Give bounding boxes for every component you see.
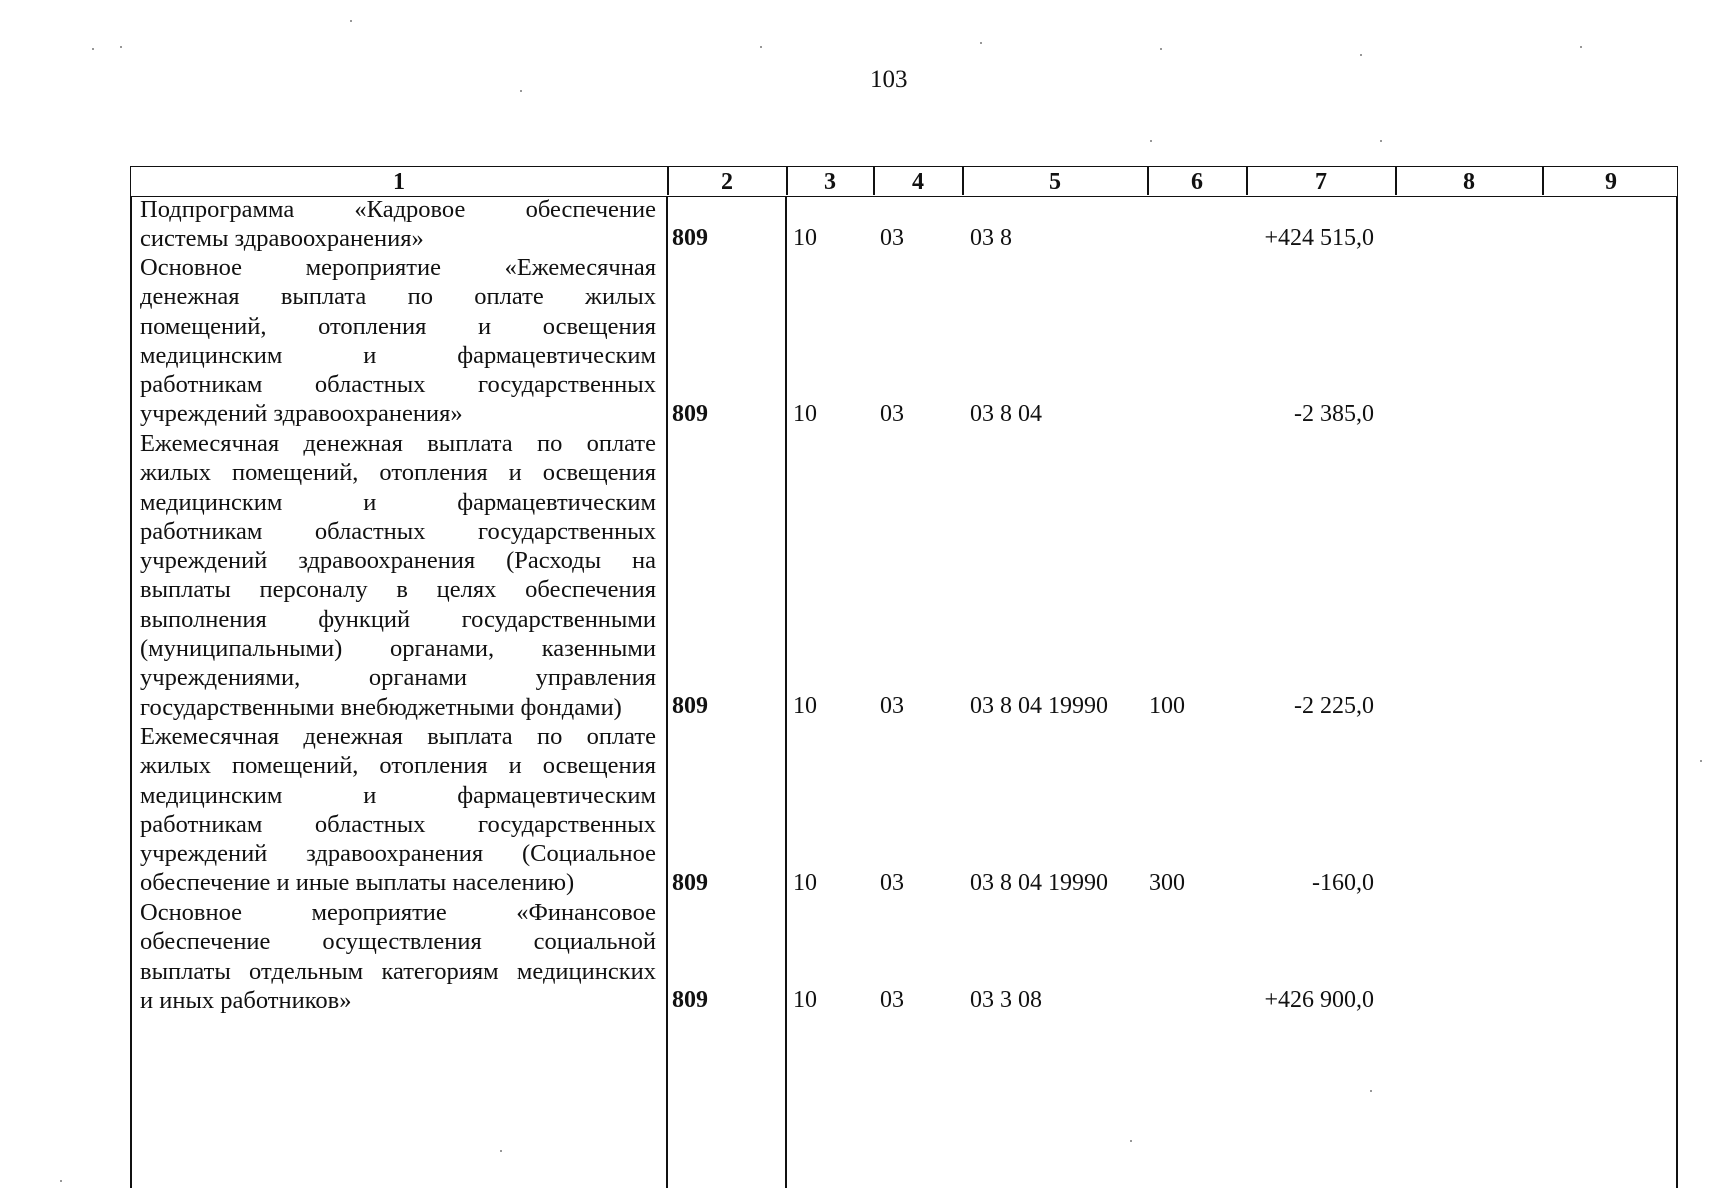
- row-3-col-2: 809: [672, 693, 708, 719]
- description-line: медицинским и фармацевтическим: [140, 781, 656, 809]
- description-line: медицинским и фармацевтическим: [140, 341, 656, 369]
- table-row-1-description: [140, 195, 656, 254]
- description-line: учреждений здравоохранения»: [140, 400, 463, 428]
- description-line: учреждений здравоохранения (Расходы на: [140, 547, 656, 575]
- row-4-col-2: 809: [672, 870, 708, 896]
- row-4-col-6: 300: [1149, 870, 1185, 896]
- scan-speck: [980, 42, 982, 44]
- scan-speck: [500, 1150, 502, 1152]
- description-line: государственными внебюджетными фондами): [140, 693, 622, 721]
- row-2-col-5: 03 8 04: [970, 401, 1042, 427]
- row-2-col-2: 809: [672, 401, 708, 427]
- description-line: Ежемесячная денежная выплата по оплате: [140, 723, 656, 750]
- row-4-col-4: 03: [880, 870, 904, 896]
- header-col-3: 3: [824, 169, 836, 195]
- row-1-col-2: 809: [672, 225, 708, 251]
- scan-speck: [520, 90, 522, 92]
- row-3-col-3: 10: [793, 693, 817, 719]
- description-line: Подпрограмма «Кадровое обеспечение: [140, 196, 656, 223]
- table-row-3-description: [140, 429, 656, 722]
- table-row-4-description: [140, 722, 656, 898]
- row-2-col-4: 03: [880, 401, 904, 427]
- table-left-border: [130, 196, 132, 1188]
- scan-speck: [1160, 48, 1162, 50]
- description-line: выполнения функций государственными: [140, 605, 656, 633]
- header-col-8: 8: [1463, 169, 1475, 195]
- scan-speck: [1360, 54, 1362, 56]
- scan-speck: [92, 48, 94, 50]
- row-3-col-4: 03: [880, 693, 904, 719]
- description-line: работникам областных государственных: [140, 371, 656, 399]
- description-line: и иных работников»: [140, 986, 352, 1014]
- header-col-2: 2: [721, 169, 733, 195]
- description-line: системы здравоохранения»: [140, 225, 424, 253]
- row-4-col-7: -160,0: [1312, 870, 1374, 896]
- row-2-col-7: -2 385,0: [1294, 401, 1374, 427]
- row-1-col-5: 03 8: [970, 225, 1012, 251]
- scan-speck: [120, 46, 122, 48]
- table-header-row: [130, 166, 1678, 197]
- header-col-5: 5: [1049, 169, 1061, 195]
- description-line: жилых помещений, отопления и освещения: [140, 752, 656, 780]
- row-5-col-4: 03: [880, 987, 904, 1013]
- description-line: помещений, отопления и освещения: [140, 312, 656, 340]
- header-col-9: 9: [1605, 169, 1617, 195]
- scan-speck: [1150, 140, 1152, 142]
- description-line: работникам областных государственных: [140, 517, 656, 545]
- row-1-col-7: +424 515,0: [1264, 225, 1374, 251]
- header-col-6: 6: [1191, 169, 1203, 195]
- description-line: работникам областных государственных: [140, 810, 656, 838]
- description-line: обеспечение и иные выплаты населению): [140, 869, 575, 897]
- description-line: обеспечение осуществления социальной: [140, 928, 656, 956]
- column-divider: [666, 196, 668, 1188]
- row-4-col-5: 03 8 04 19990: [970, 870, 1108, 896]
- description-line: выплаты персоналу в целях обеспечения: [140, 576, 656, 604]
- row-5-col-7: +426 900,0: [1264, 987, 1374, 1013]
- description-line: учреждениями, органами управления: [140, 664, 656, 692]
- row-4-col-3: 10: [793, 870, 817, 896]
- row-3-col-5: 03 8 04 19990: [970, 693, 1108, 719]
- page-number: 103: [870, 66, 908, 93]
- description-line: жилых помещений, отопления и освещения: [140, 459, 656, 487]
- table-right-border: [1676, 196, 1678, 1188]
- row-1-col-3: 10: [793, 225, 817, 251]
- scan-speck: [760, 46, 762, 48]
- description-line: учреждений здравоохранения (Социальное: [140, 840, 656, 868]
- row-3-col-7: -2 225,0: [1294, 693, 1374, 719]
- description-line: Основное мероприятие «Ежемесячная: [140, 254, 656, 281]
- row-5-col-3: 10: [793, 987, 817, 1013]
- table-row-2-description: [140, 253, 656, 429]
- row-3-col-6: 100: [1149, 693, 1185, 719]
- scan-speck: [1580, 46, 1582, 48]
- description-line: выплаты отдельным категориям медицинских: [140, 957, 656, 985]
- row-2-col-3: 10: [793, 401, 817, 427]
- row-5-col-2: 809: [672, 987, 708, 1013]
- row-5-col-5: 03 3 08: [970, 987, 1042, 1013]
- description-line: (муниципальными) органами, казенными: [140, 635, 656, 663]
- header-col-1: 1: [393, 169, 405, 195]
- scan-speck: [1130, 1140, 1132, 1142]
- column-divider: [785, 196, 787, 1188]
- scan-speck: [350, 20, 352, 22]
- row-1-col-4: 03: [880, 225, 904, 251]
- description-line: медицинским и фармацевтическим: [140, 488, 656, 516]
- table-row-5-description: [140, 898, 656, 1015]
- header-col-4: 4: [912, 169, 924, 195]
- scan-speck: [60, 1180, 62, 1182]
- scan-speck: [1370, 1090, 1372, 1092]
- description-line: денежная выплата по оплате жилых: [140, 283, 656, 311]
- scan-speck: [1380, 140, 1382, 142]
- header-col-7: 7: [1315, 169, 1327, 195]
- scan-speck: [1700, 760, 1702, 762]
- description-line: Ежемесячная денежная выплата по оплате: [140, 430, 656, 457]
- description-line: Основное мероприятие «Финансовое: [140, 899, 656, 926]
